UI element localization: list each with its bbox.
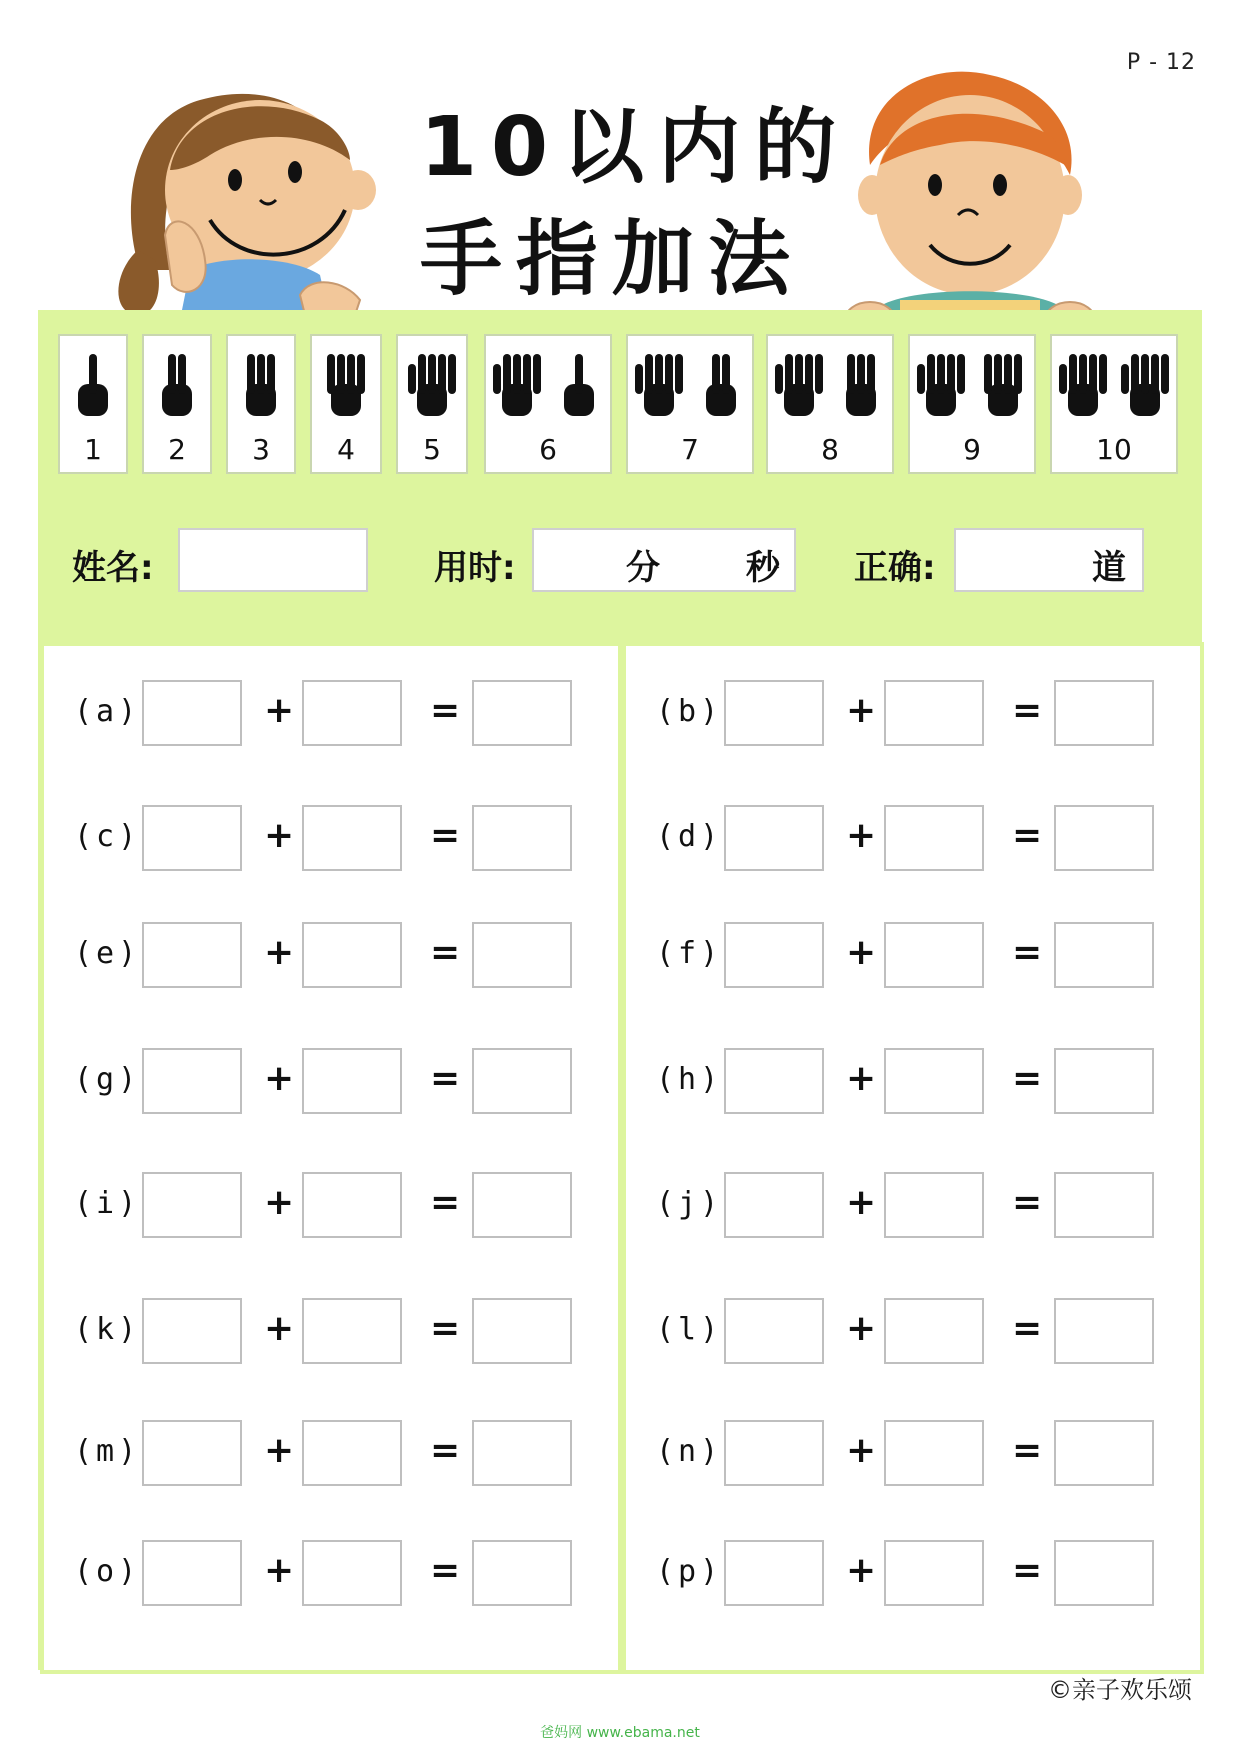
addend-1-box[interactable] <box>724 1298 824 1364</box>
correct-label: 正确: <box>854 548 936 588</box>
sum-box[interactable] <box>1054 805 1154 871</box>
finger-card-8 <box>766 334 894 474</box>
sum-box[interactable] <box>1054 1540 1154 1606</box>
hand-icon <box>768 344 892 424</box>
finger-card-number: 8 <box>821 433 839 466</box>
addend-1-box[interactable] <box>724 922 824 988</box>
problem-row <box>74 1540 594 1606</box>
problem-row <box>656 1420 1176 1486</box>
problem-label: (l) <box>656 1312 723 1347</box>
hand-icon <box>228 344 294 424</box>
finger-card-number: 5 <box>423 433 441 466</box>
finger-card-3 <box>226 334 296 474</box>
equals-sign: = <box>430 815 461 856</box>
problem-row <box>656 1172 1176 1238</box>
hand-icon <box>398 344 466 424</box>
addend-1-box[interactable] <box>142 1420 242 1486</box>
copyright: ©亲子欢乐颂 <box>1048 1676 1192 1704</box>
addend-2-box[interactable] <box>302 1420 402 1486</box>
problem-row <box>656 922 1176 988</box>
title-line-1: 10以内的 <box>420 100 851 195</box>
plus-sign: + <box>264 1308 295 1349</box>
addend-2-box[interactable] <box>884 805 984 871</box>
correct-unit: 道 <box>1092 548 1126 588</box>
equals-sign: = <box>430 1308 461 1349</box>
finger-card-7 <box>626 334 754 474</box>
sum-box[interactable] <box>1054 1172 1154 1238</box>
plus-sign: + <box>264 1430 295 1471</box>
sum-box[interactable] <box>1054 922 1154 988</box>
problem-row <box>74 1172 594 1238</box>
sum-box[interactable] <box>472 922 572 988</box>
finger-card-number: 3 <box>252 433 270 466</box>
addend-2-box[interactable] <box>302 805 402 871</box>
problem-label: (k) <box>74 1312 141 1347</box>
hand-icon <box>144 344 210 424</box>
problem-row <box>74 922 594 988</box>
problem-label: (e) <box>74 936 141 971</box>
problem-row <box>656 680 1176 746</box>
equals-sign: = <box>430 1550 461 1591</box>
addend-2-box[interactable] <box>302 922 402 988</box>
finger-card-number: 2 <box>168 433 186 466</box>
boy-illustration <box>840 55 1100 335</box>
addend-1-box[interactable] <box>142 922 242 988</box>
hand-icon <box>628 344 752 424</box>
sum-box[interactable] <box>472 805 572 871</box>
problem-label: (o) <box>74 1554 141 1589</box>
equals-sign: = <box>430 1430 461 1471</box>
minutes-unit: 分 <box>626 548 660 588</box>
sum-box[interactable] <box>472 680 572 746</box>
addend-1-box[interactable] <box>142 1540 242 1606</box>
equals-sign: = <box>1012 1058 1043 1099</box>
equals-sign: = <box>1012 932 1043 973</box>
addend-1-box[interactable] <box>724 1420 824 1486</box>
finger-card-number: 9 <box>963 433 981 466</box>
problems-left-column <box>40 642 622 1674</box>
plus-sign: + <box>846 690 877 731</box>
sum-box[interactable] <box>472 1048 572 1114</box>
hand-icon <box>910 344 1034 424</box>
equals-sign: = <box>430 1058 461 1099</box>
finger-card-5 <box>396 334 468 474</box>
addend-2-box[interactable] <box>884 1298 984 1364</box>
page-number: P - 12 <box>1126 50 1196 75</box>
addend-1-box[interactable] <box>142 1298 242 1364</box>
problem-label: (p) <box>656 1554 723 1589</box>
addend-2-box[interactable] <box>884 1048 984 1114</box>
addend-1-box[interactable] <box>142 805 242 871</box>
title-line-2: 手指加法 <box>420 212 805 307</box>
girl-illustration <box>110 60 380 320</box>
finger-card-1 <box>58 334 128 474</box>
name-field[interactable] <box>178 528 368 592</box>
addend-1-box[interactable] <box>142 680 242 746</box>
problem-label: (h) <box>656 1062 723 1097</box>
plus-sign: + <box>264 1550 295 1591</box>
finger-card-10 <box>1050 334 1178 474</box>
addend-1-box[interactable] <box>724 680 824 746</box>
finger-card-9 <box>908 334 1036 474</box>
addend-2-box[interactable] <box>302 1172 402 1238</box>
seconds-unit: 秒 <box>746 548 780 588</box>
sum-box[interactable] <box>472 1540 572 1606</box>
problem-label: (c) <box>74 819 141 854</box>
equals-sign: = <box>430 1182 461 1223</box>
problems-right-column <box>622 642 1204 1674</box>
plus-sign: + <box>264 690 295 731</box>
problem-row <box>74 680 594 746</box>
hand-icon <box>312 344 380 424</box>
addend-2-box[interactable] <box>302 1298 402 1364</box>
addend-2-box[interactable] <box>884 1172 984 1238</box>
equals-sign: = <box>1012 1550 1043 1591</box>
hand-icon <box>60 344 126 424</box>
finger-card-number: 6 <box>539 433 557 466</box>
addend-1-box[interactable] <box>724 1540 824 1606</box>
name-label: 姓名: <box>72 548 154 588</box>
plus-sign: + <box>846 1430 877 1471</box>
addend-2-box[interactable] <box>302 1540 402 1606</box>
finger-card-number: 10 <box>1096 433 1132 466</box>
equals-sign: = <box>1012 690 1043 731</box>
addend-1-box[interactable] <box>724 805 824 871</box>
problem-row <box>74 1420 594 1486</box>
problem-label: (n) <box>656 1434 723 1469</box>
finger-card-number: 1 <box>84 433 102 466</box>
sum-box[interactable] <box>1054 680 1154 746</box>
finger-card-number: 7 <box>681 433 699 466</box>
sum-box[interactable] <box>1054 1298 1154 1364</box>
sum-box[interactable] <box>472 1298 572 1364</box>
addend-1-box[interactable] <box>142 1048 242 1114</box>
problem-label: (g) <box>74 1062 141 1097</box>
problem-label: (j) <box>656 1186 723 1221</box>
sum-box[interactable] <box>1054 1420 1154 1486</box>
plus-sign: + <box>846 932 877 973</box>
plus-sign: + <box>846 1550 877 1591</box>
addend-2-box[interactable] <box>884 1420 984 1486</box>
plus-sign: + <box>264 1058 295 1099</box>
problem-row <box>74 805 594 871</box>
sum-box[interactable] <box>472 1420 572 1486</box>
plus-sign: + <box>264 932 295 973</box>
problem-row <box>656 1048 1176 1114</box>
plus-sign: + <box>846 1058 877 1099</box>
equals-sign: = <box>430 932 461 973</box>
footer-site: 爸妈网 www.ebama.net <box>540 1725 700 1741</box>
addend-1-box[interactable] <box>724 1172 824 1238</box>
addend-2-box[interactable] <box>302 680 402 746</box>
addend-1-box[interactable] <box>724 1048 824 1114</box>
addend-1-box[interactable] <box>142 1172 242 1238</box>
plus-sign: + <box>264 1182 295 1223</box>
finger-card-number: 4 <box>337 433 355 466</box>
plus-sign: + <box>846 1308 877 1349</box>
addend-2-box[interactable] <box>302 1048 402 1114</box>
plus-sign: + <box>846 1182 877 1223</box>
problem-label: (b) <box>656 694 723 729</box>
time-label: 用时: <box>434 548 516 588</box>
addend-2-box[interactable] <box>884 680 984 746</box>
equals-sign: = <box>1012 1308 1043 1349</box>
problem-row <box>656 1540 1176 1606</box>
problem-row <box>656 805 1176 871</box>
problem-row <box>74 1298 594 1364</box>
problem-row <box>74 1048 594 1114</box>
finger-card-2 <box>142 334 212 474</box>
sum-box[interactable] <box>472 1172 572 1238</box>
problem-label: (i) <box>74 1186 141 1221</box>
equals-sign: = <box>1012 1430 1043 1471</box>
problem-label: (m) <box>74 1434 141 1469</box>
finger-card-6 <box>484 334 612 474</box>
sum-box[interactable] <box>1054 1048 1154 1114</box>
plus-sign: + <box>846 815 877 856</box>
equals-sign: = <box>430 690 461 731</box>
problem-label: (f) <box>656 936 723 971</box>
equals-sign: = <box>1012 815 1043 856</box>
hand-icon <box>486 344 610 424</box>
worksheet-title <box>420 92 851 316</box>
problem-row <box>656 1298 1176 1364</box>
addend-2-box[interactable] <box>884 1540 984 1606</box>
hand-icon <box>1052 344 1176 424</box>
equals-sign: = <box>1012 1182 1043 1223</box>
problem-label: (a) <box>74 694 141 729</box>
problem-label: (d) <box>656 819 723 854</box>
finger-card-4 <box>310 334 382 474</box>
addend-2-box[interactable] <box>884 922 984 988</box>
plus-sign: + <box>264 815 295 856</box>
